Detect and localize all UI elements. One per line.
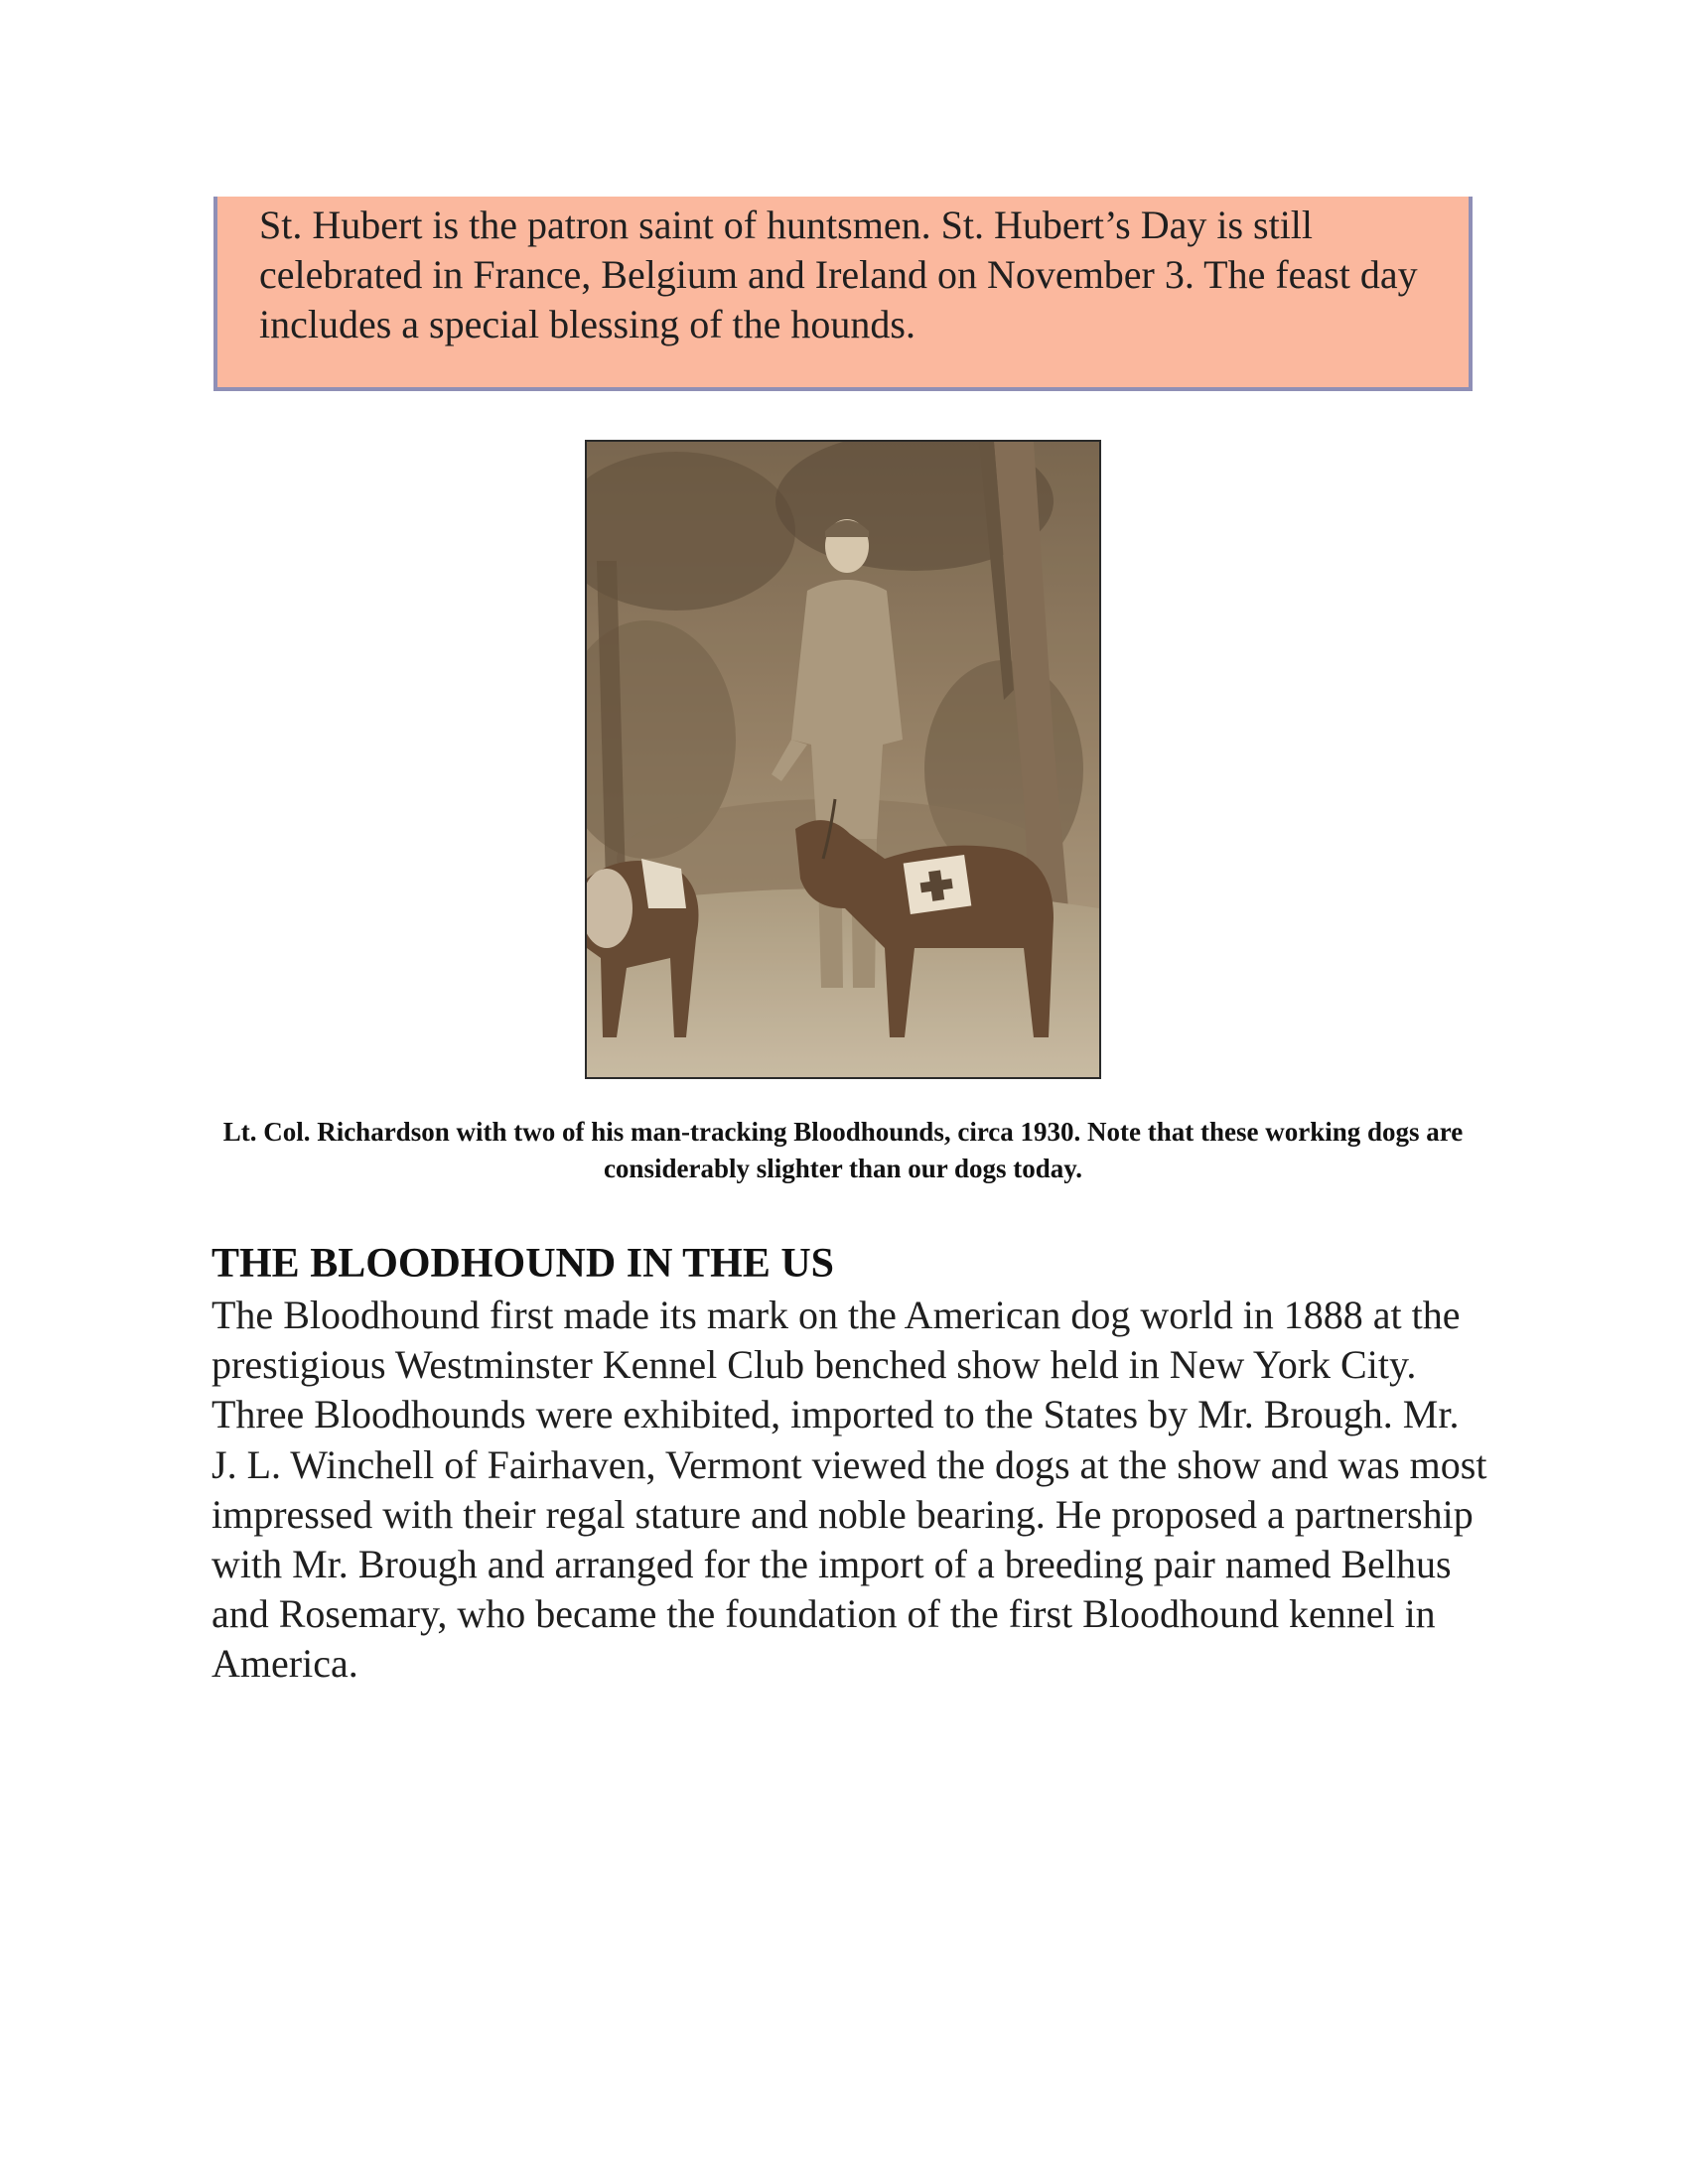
- callout-box: [213, 197, 1473, 391]
- section-body: The Bloodhound first made its mark on the American dog world in 1888 at the prestigious Westminster Kennel Club benched show held in New York City. Three Bloodhounds were exhibited, imported to the States by Mr. Brough. Mr. J. L. Winchell of Fairhaven, Vermont viewed the dogs at the show and was most impressed with their regal stature and noble bearing. He proposed a partnership with Mr. Brough and arranged for the import of a breeding pair named Belhus and Rosemary, who became the foundation of the first Bloodhound kennel in America.: [211, 1293, 1487, 1687]
- section-heading: THE BLOODHOUND IN THE US: [211, 1241, 835, 1287]
- photo-illustration: [587, 442, 1099, 1077]
- callout-text: St. Hubert is the patron saint of huntsmen. St. Hubert’s Day is still celebrated in France, Belgium and Ireland on November 3. The feast day includes a special blessing of the hounds.: [259, 203, 1418, 346]
- historic-photo: [585, 440, 1101, 1079]
- photo-caption: Lt. Col. Richardson with two of his man-tracking Bloodhounds, circa 1930. Note that these working dogs are considerably slighter than our dogs today.: [222, 1117, 1464, 1183]
